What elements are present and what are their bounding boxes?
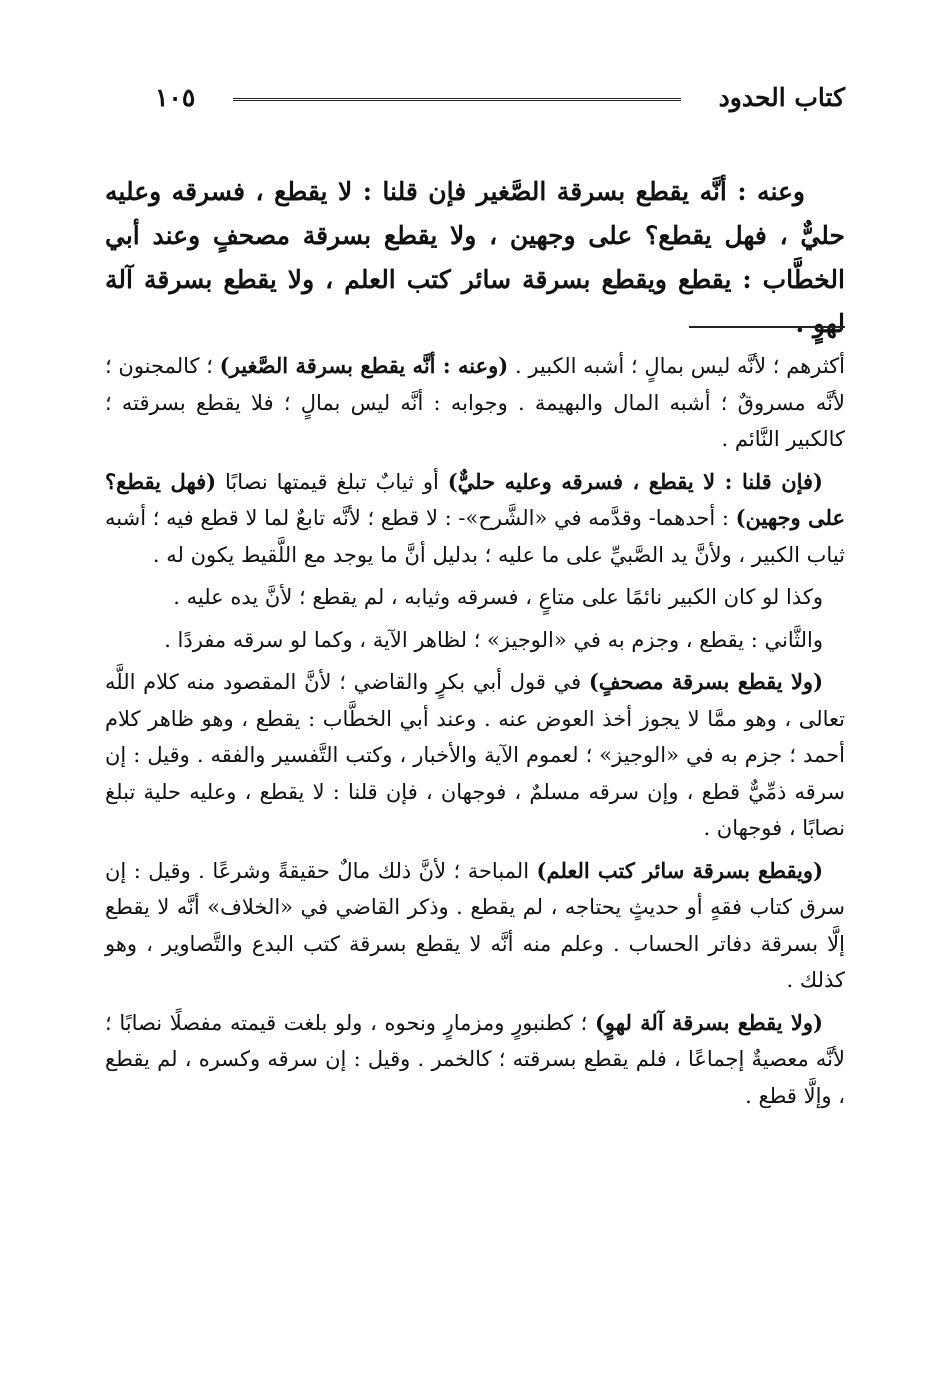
commentary-text: ؛ كطنبورٍ ومزمارٍ ونحوه ، ولو بلغت قيمته مفصلًا نصابًا ؛ لأنَّه معصيةٌ إجماعًا ، فلم يقطع بسرقته ؛ كالخمر . وقيل : إن سرقه وكسره ، لم يقطع ، وإلَّا قطع . (105, 1010, 845, 1108)
commentary-paragraph-6 (105, 853, 845, 999)
commentary-text: أو ثيابٌ تبلغ قيمتها نصابًا (216, 469, 448, 494)
quoted-main-text: (ولا يقطع بسرقة آلة لهوٍ) (594, 1009, 823, 1035)
main-text-paragraph: وعنه : أنَّه يقطع بسرقة الصَّغير فإن قلنا : لا يقطع ، فسرقه وعليه حليٌّ ، فهل يقطع؟ على وجهين ، ولا يقطع بسرقة مصحفٍ وعند أبي الخطَّاب : يقطع ويقطع بسرقة سائر كتب العلم ، ولا يقطع بسرقة آلة لهوٍ . (105, 177, 845, 338)
book-page (105, 0, 845, 1374)
quoted-main-text: (فإن قلنا : لا يقطع ، فسرقه وعليه حليٌّ) (447, 468, 823, 494)
running-title: كتاب الحدود (718, 83, 845, 112)
commentary-text: في قول أبي بكرٍ والقاضي ؛ لأنَّ المقصود منه كلام اللَّه تعالى ، وهو ممَّا لا يجوز أخذ العوض عنه . وعند أبي الخطَّاب : يقطع ، وهو ظاهر كلام أحمد ؛ جزم به في «الوجيز» ؛ لعموم الآية والأخبار ، وكتب التَّفسير والفقه . وقيل : إن سرقه ذمِّيٌّ قطع ، وإن سرقه مسلمٌ ، فوجهان ، فإن قلنا : لا يقطع ، وعليه حلية تبلغ نصابًا ، فوجهان . (105, 670, 846, 840)
main-text (105, 170, 845, 346)
page-header (105, 78, 845, 118)
quoted-main-text: (ويقطع بسرقة سائر كتب العلم) (536, 857, 823, 883)
commentary-text: ؛ كالمجنون ؛ لأنَّه مسروقٌ ؛ أشبه المال والبهيمة . وجوابه : أنَّه ليس بمالٍ ؛ فلا يقطع بسرقته ؛ كالكبير النَّائم . (105, 354, 845, 451)
commentary-paragraph-1 (105, 348, 845, 458)
page-number: ١٠٥ (155, 83, 196, 112)
quoted-main-text: (فهل يقطع؟ على وجهين) (105, 468, 845, 530)
commentary-paragraph-3: وكذا لو كان الكبير نائمًا على متاعٍ ، فسرقه وثيابه ، لم يقطع ؛ لأنَّ يده عليه . (173, 585, 823, 609)
commentary (105, 348, 845, 1120)
quoted-main-text: (وعنه : أنَّه يقطع بسرقة الصَّغير) (219, 353, 509, 378)
commentary-text: المباحة ؛ لأنَّ ذلك مالٌ حقيقةً وشرعًا . وقيل : إن سرق كتاب فقهٍ أو حديثٍ يحتاجه ، لم يقطع . وذكر القاضي في «الخلاف» أنَّه لا يقطع إلَّا بسرقة دفاتر الحساب . وعلم منه أنَّه لا يقطع بسرقة كتب البدع والتَّصاوير ، وهو كذلك . (105, 858, 845, 992)
commentary-text: : أحدهما- وقدَّمه في «الشَّرح»- : لا قطع ؛ لأنَّه تابعٌ لما لا قطع فيه ؛ أشبه ثياب الكبير ، ولأنَّ يد الصَّبيِّ على ما عليه ؛ بدليل أنَّ ما يوجد مع اللَّقيط يكون له . (105, 506, 845, 567)
commentary-text: أكثرهم ؛ لأنَّه ليس بمالٍ ؛ أشبه الكبير . (508, 354, 846, 378)
commentary-paragraph-5 (105, 664, 845, 847)
commentary-paragraph-7 (105, 1005, 845, 1115)
header-rule (233, 98, 681, 103)
footnote-separator (689, 326, 845, 328)
commentary-paragraph-4: والثَّاني : يقطع ، وجزم به في «الوجيز» ؛ لظاهر الآية ، وكما لو سرقه مفردًا . (164, 627, 823, 652)
quoted-main-text: (ولا يقطع بسرقة مصحفٍ) (588, 669, 824, 694)
commentary-paragraph-2 (105, 464, 845, 574)
